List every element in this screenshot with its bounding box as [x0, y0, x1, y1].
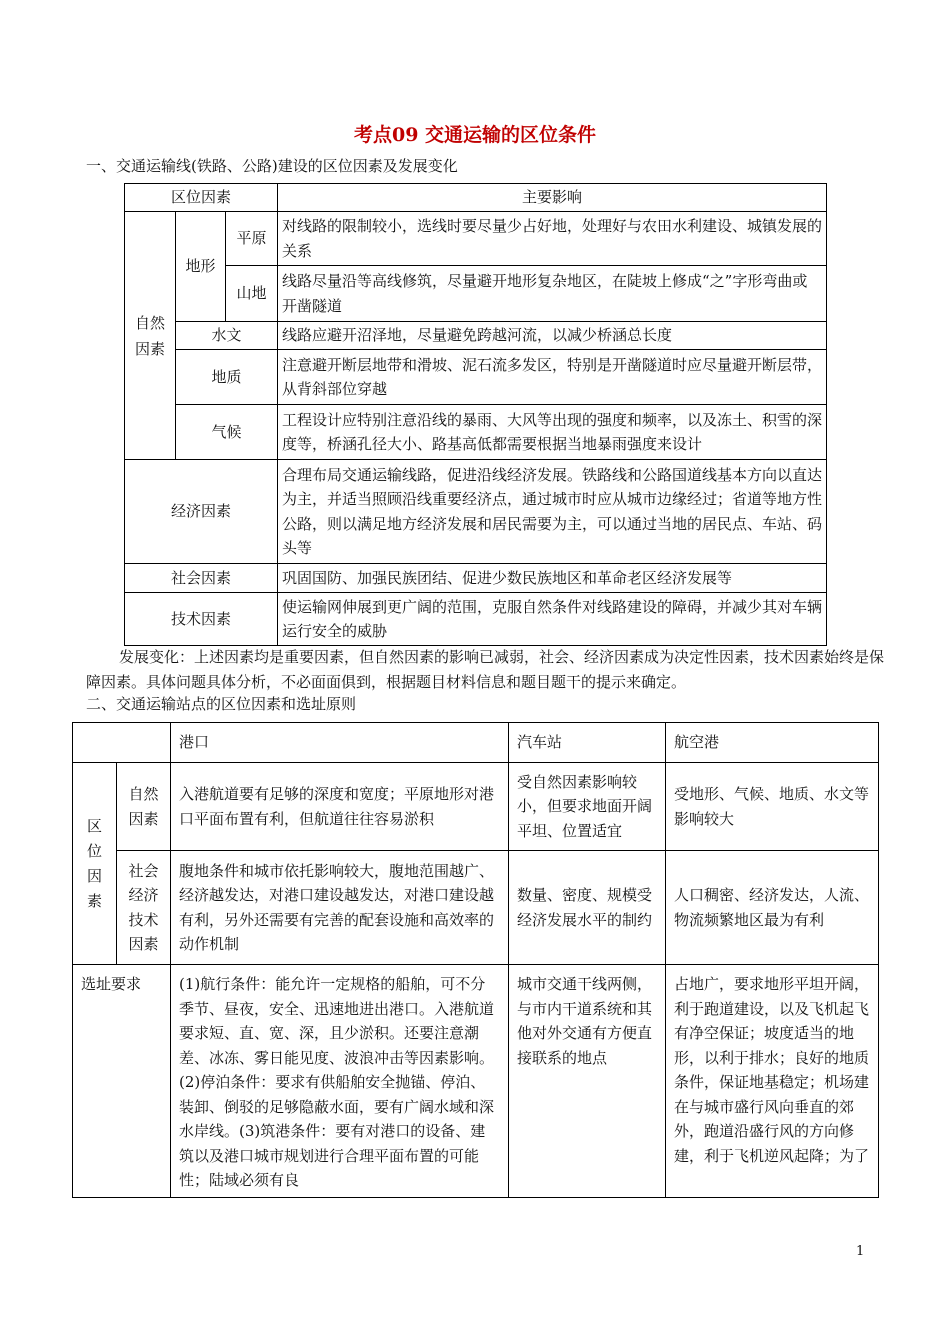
col-port: 港口 — [171, 723, 509, 763]
climate-effect: 工程设计应特别注意沿线的暴雨、大风等出现的强度和频率，以及冻土、积雪的深度等，桥涵孔径大小、路基高低都需要根据当地暴雨强度来设计 — [278, 405, 827, 460]
natural-port: 入港航道要有足够的深度和宽度；平原地形对港口平面布置有利，但航道往往容易淤积 — [171, 763, 509, 851]
economic-effect: 合理布局交通运输线路，促进沿线经济发展。铁路线和公路国道线基本方向以直达为主，并适当照顾沿线重要经济点，通过城市时应从城市边缘经过；省道等地方性公路，则以满足地方经济发展和居民需要为主，可以通过当地的居民点、车站、码头等 — [278, 460, 827, 564]
transport-line-table — [124, 183, 827, 646]
development-paragraph: 发展变化：上述因素均是重要因素，但自然因素的影响已减弱，社会、经济因素成为决定性因素，技术因素始终是保障因素。具体问题具体分析，不必面面俱到，根据题目材料信息和题目题干的提示来确定。 — [86, 648, 885, 691]
geology-effect: 注意避开断层地带和滑坡、泥石流多发区，特别是开凿隧道时应尽量避开断层带，从背斜部位穿越 — [278, 350, 827, 405]
tech-factor-cell: 技术因素 — [125, 593, 278, 646]
mountain-cell: 山地 — [226, 266, 278, 322]
col-air: 航空港 — [666, 723, 879, 763]
economic-factor-cell: 经济因素 — [125, 460, 278, 564]
natural-factor-cell: 自然因素 — [125, 212, 176, 460]
socio-port: 腹地条件和城市依托影响较大，腹地范围越广、经济越发达，对港口建设越发达，对港口建设越有利，另外还需要有完善的配套设施和高效率的动作机制 — [171, 851, 509, 965]
tech-effect: 使运输网伸展到更广阔的范围，克服自然条件对线路建设的障碍，并减少其对车辆运行安全的威胁 — [278, 593, 827, 646]
page-number: 1 — [856, 1244, 865, 1259]
header-factor: 区位因素 — [125, 184, 278, 212]
section-heading-1: 一、交通运输线(铁路、公路)建设的区位因素及发展变化 — [86, 157, 458, 175]
geology-cell: 地质 — [176, 350, 278, 405]
site-label: 选址要求 — [73, 965, 171, 1198]
natural-air: 受地形、气候、地质、水文等影响较大 — [666, 763, 879, 851]
terrain-cell: 地形 — [176, 212, 226, 322]
socio-factor-cell: 社会经济技术因素 — [117, 851, 171, 965]
page-title: 考点09 交通运输的区位条件 — [353, 124, 597, 146]
corner-cell — [73, 723, 171, 763]
socio-bus: 数量、密度、规模受经济发展水平的制约 — [509, 851, 666, 965]
plain-cell: 平原 — [226, 212, 278, 266]
social-effect: 巩固国防、加强民族团结、促进少数民族地区和革命老区经济发展等 — [278, 564, 827, 593]
natural-factor-cell: 自然因素 — [117, 763, 171, 851]
climate-cell: 气候 — [176, 405, 278, 460]
plain-effect: 对线路的限制较小，选线时要尽量少占好地，处理好与农田水利建设、城镇发展的关系 — [278, 212, 827, 266]
site-bus: 城市交通干线两侧，与市内干道系统和其他对外交通有方便直接联系的地点 — [509, 965, 666, 1198]
section-heading-2: 二、交通运输站点的区位因素和选址原则 — [86, 695, 357, 713]
socio-air: 人口稠密、经济发达，人流、物流频繁地区最为有利 — [666, 851, 879, 965]
hydrology-cell: 水文 — [176, 322, 278, 350]
site-port: (1)航行条件：能允许一定规格的船舶，可不分季节、昼夜，安全、迅速地进出港口。入港航道要求短、直、宽、深，且少淤积。还要注意潮差、冰冻、雾日能见度、波浪冲击等因素影响。(2)停泊条件：要求有供船舶安全抛锚、停泊、装卸、倒驳的足够隐蔽水面，要有广阔水域和深水岸线。(3)筑港条件：要有对港口的设备、建筑以及港口城市规划进行合理平面布置的可能性；陆域必须有良 — [171, 965, 509, 1198]
natural-bus: 受自然因素影响较小，但要求地面开阔平坦、位置适宜 — [509, 763, 666, 851]
site-air: 占地广，要求地形平坦开阔，利于跑道建设，以及飞机起飞有净空保证；坡度适当的地形，以利于排水；良好的地质条件，保证地基稳定；机场建在与城市盛行风向垂直的郊外，跑道沿盛行风的方向修建，利于飞机逆风起降；为了 — [666, 965, 879, 1198]
hydrology-effect: 线路应避开沼泽地，尽量避免跨越河流，以减少桥涵总长度 — [278, 322, 827, 350]
social-factor-cell: 社会因素 — [125, 564, 278, 593]
header-effect: 主要影响 — [278, 184, 827, 212]
transport-station-table — [72, 722, 879, 1198]
mountain-effect: 线路尽量沿等高线修筑，尽量避开地形复杂地区，在陡坡上修成“之”字形弯曲或开凿隧道 — [278, 266, 827, 322]
col-bus: 汽车站 — [509, 723, 666, 763]
location-factor-cell: 区位因素 — [73, 763, 117, 965]
